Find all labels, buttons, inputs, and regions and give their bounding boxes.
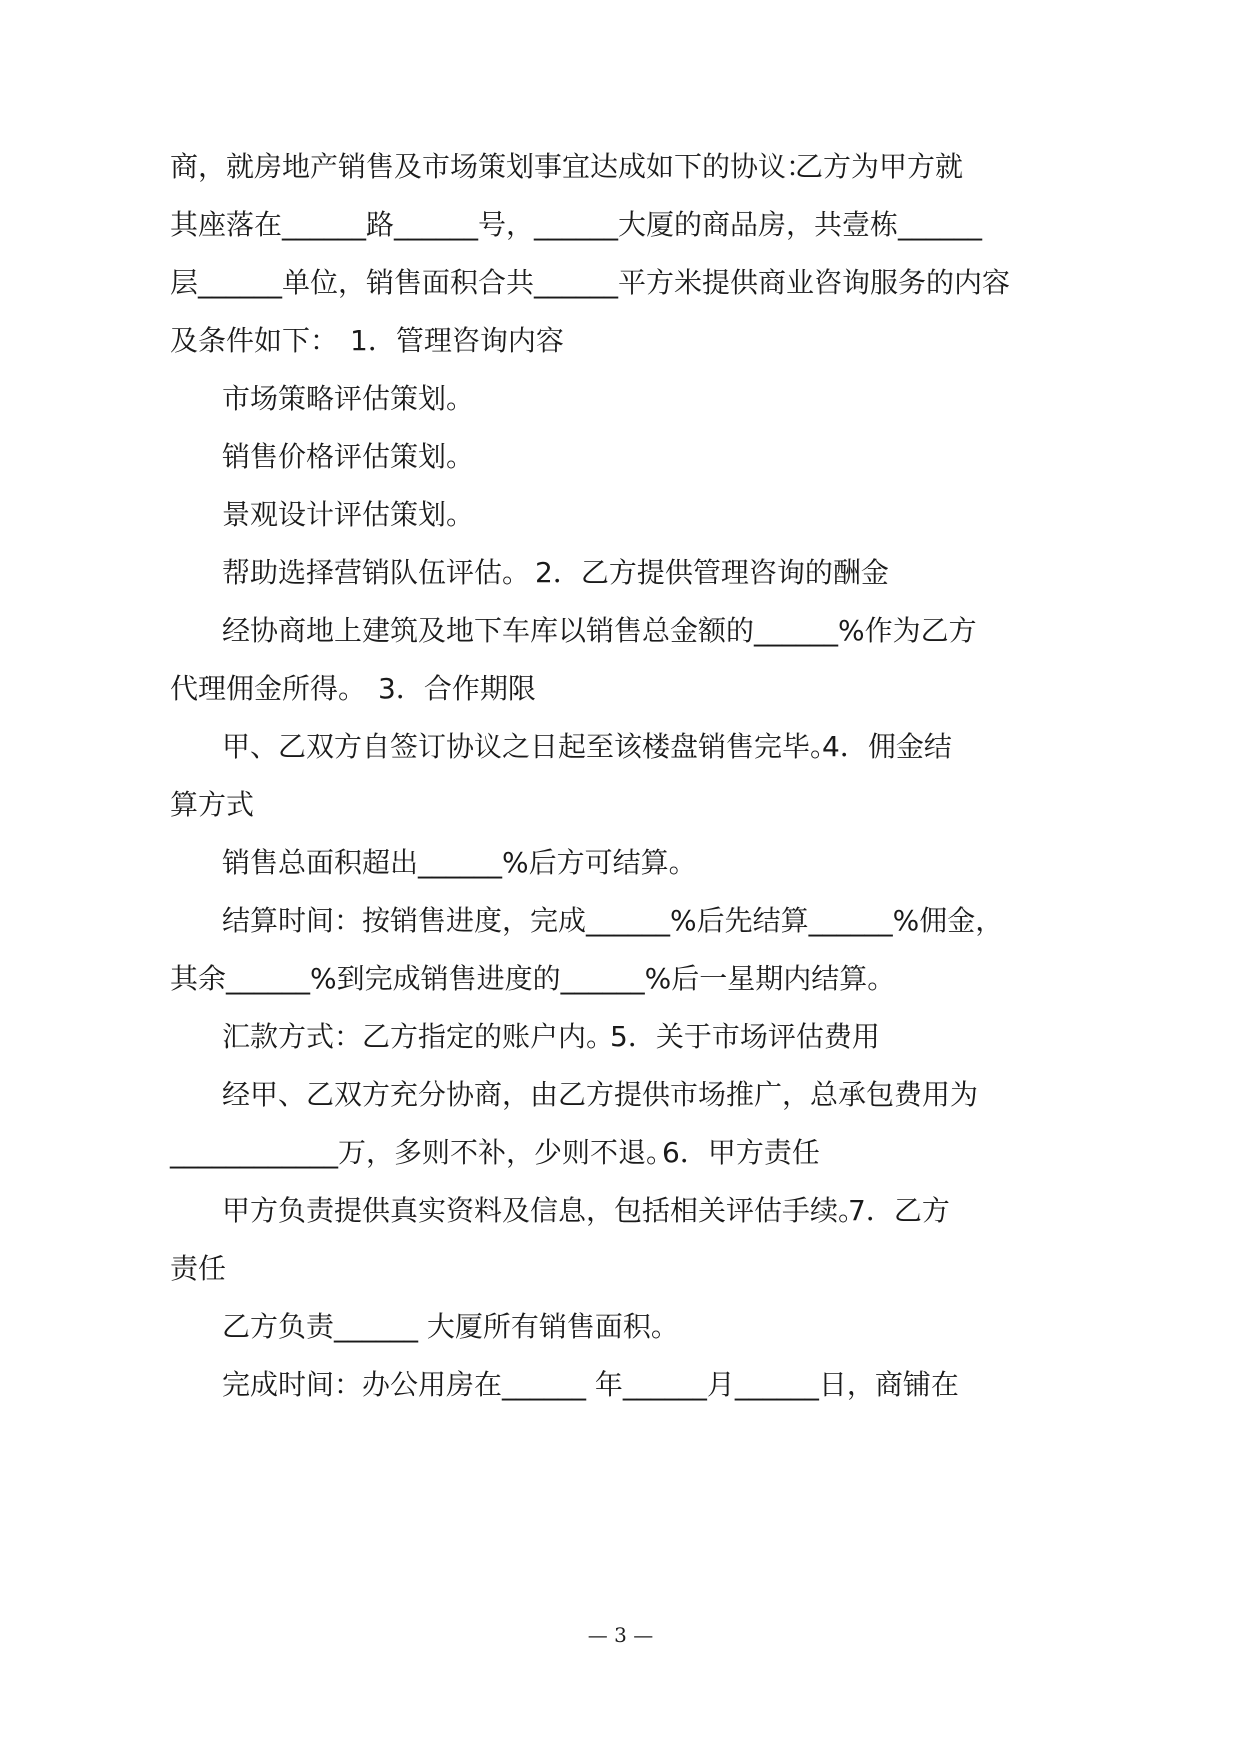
paragraph-line bbox=[0, 1365, 1241, 1405]
paragraph-line bbox=[0, 437, 1241, 477]
line-text: 销售总面积超出______%后方可结算。 bbox=[222, 846, 697, 879]
line-text: 其座落在______路______号，______大厦的商品房，共壹栋______ bbox=[170, 208, 983, 241]
paragraph-line bbox=[0, 843, 1241, 883]
paragraph-line bbox=[0, 1307, 1241, 1347]
paragraph-line bbox=[0, 1017, 1241, 1057]
paragraph-line bbox=[0, 263, 1241, 303]
paragraph-line bbox=[0, 553, 1241, 593]
line-text: 经协商地上建筑及地下车库以销售总金额的______%作为乙方 bbox=[222, 614, 977, 647]
line-text: 4．佣金结 bbox=[822, 730, 952, 763]
line-text: 层______单位，销售面积合共______平方米提供商业咨询服务的内容 bbox=[170, 266, 1011, 299]
line-text: 商，就房地产销售及市场策划事宜达成如下的协议： bbox=[170, 150, 815, 183]
line-text: 景观设计评估策划。 bbox=[222, 498, 475, 531]
line-text: 2．乙方提供管理咨询的酬金 bbox=[535, 556, 889, 589]
paragraph-line bbox=[0, 147, 1241, 187]
paragraph-line bbox=[0, 379, 1241, 419]
line-text: 代理佣金所得。 bbox=[170, 672, 367, 705]
paragraph-line bbox=[0, 1191, 1241, 1231]
line-text: 甲方负责提供真实资料及信息，包括相关评估手续。 bbox=[222, 1194, 867, 1227]
line-text: 完成时间：办公用房在______ 年______月______日，商铺在 bbox=[222, 1368, 959, 1401]
paragraph-line bbox=[0, 959, 1241, 999]
paragraph-line bbox=[0, 495, 1241, 535]
line-text: 汇款方式：乙方指定的账户内。 bbox=[222, 1020, 615, 1053]
paragraph-line bbox=[0, 1133, 1241, 1173]
line-text: 甲、乙双方自签订协议之日起至该楼盘销售完毕。 bbox=[222, 730, 839, 763]
line-text: 帮助选择营销队伍评估。 bbox=[222, 556, 531, 589]
paragraph-line bbox=[0, 1075, 1241, 1115]
line-text: 责任 bbox=[170, 1252, 227, 1285]
line-text: 算方式 bbox=[170, 788, 255, 821]
line-text: 7．乙方 bbox=[848, 1194, 950, 1227]
line-text: 市场策略评估策划。 bbox=[222, 382, 475, 415]
paragraph-line bbox=[0, 611, 1241, 651]
line-text: 乙方负责______ 大厦所有销售面积。 bbox=[222, 1310, 679, 1343]
line-text: 经甲、乙双方充分协商，由乙方提供市场推广，总承包费用为 bbox=[222, 1078, 979, 1111]
line-text: 乙方为甲方就 bbox=[795, 150, 964, 183]
line-text: ____________万，多则不补，少则不退。 bbox=[170, 1136, 675, 1169]
paragraph-line bbox=[0, 785, 1241, 825]
line-text: 5．关于市场评估费用 bbox=[610, 1020, 880, 1053]
paragraph-line bbox=[0, 727, 1241, 767]
paragraph-line bbox=[0, 669, 1241, 709]
line-text: 其余______%到完成销售进度的______%后一星期内结算。 bbox=[170, 962, 896, 995]
paragraph-line bbox=[0, 1249, 1241, 1289]
paragraph-line bbox=[0, 901, 1241, 941]
paragraph-line bbox=[0, 321, 1241, 361]
line-text: 6．甲方责任 bbox=[662, 1136, 820, 1169]
paragraph-line bbox=[0, 205, 1241, 245]
line-text: 销售价格评估策划。 bbox=[222, 440, 475, 473]
line-text: 1．管理咨询内容 bbox=[350, 324, 564, 357]
line-text: 结算时间：按销售进度，完成______%后先结算______%佣金， bbox=[222, 904, 1004, 937]
page-number: — 3 — bbox=[587, 1623, 654, 1647]
line-text: 3．合作期限 bbox=[378, 672, 536, 705]
line-text: 及条件如下： bbox=[170, 324, 339, 357]
